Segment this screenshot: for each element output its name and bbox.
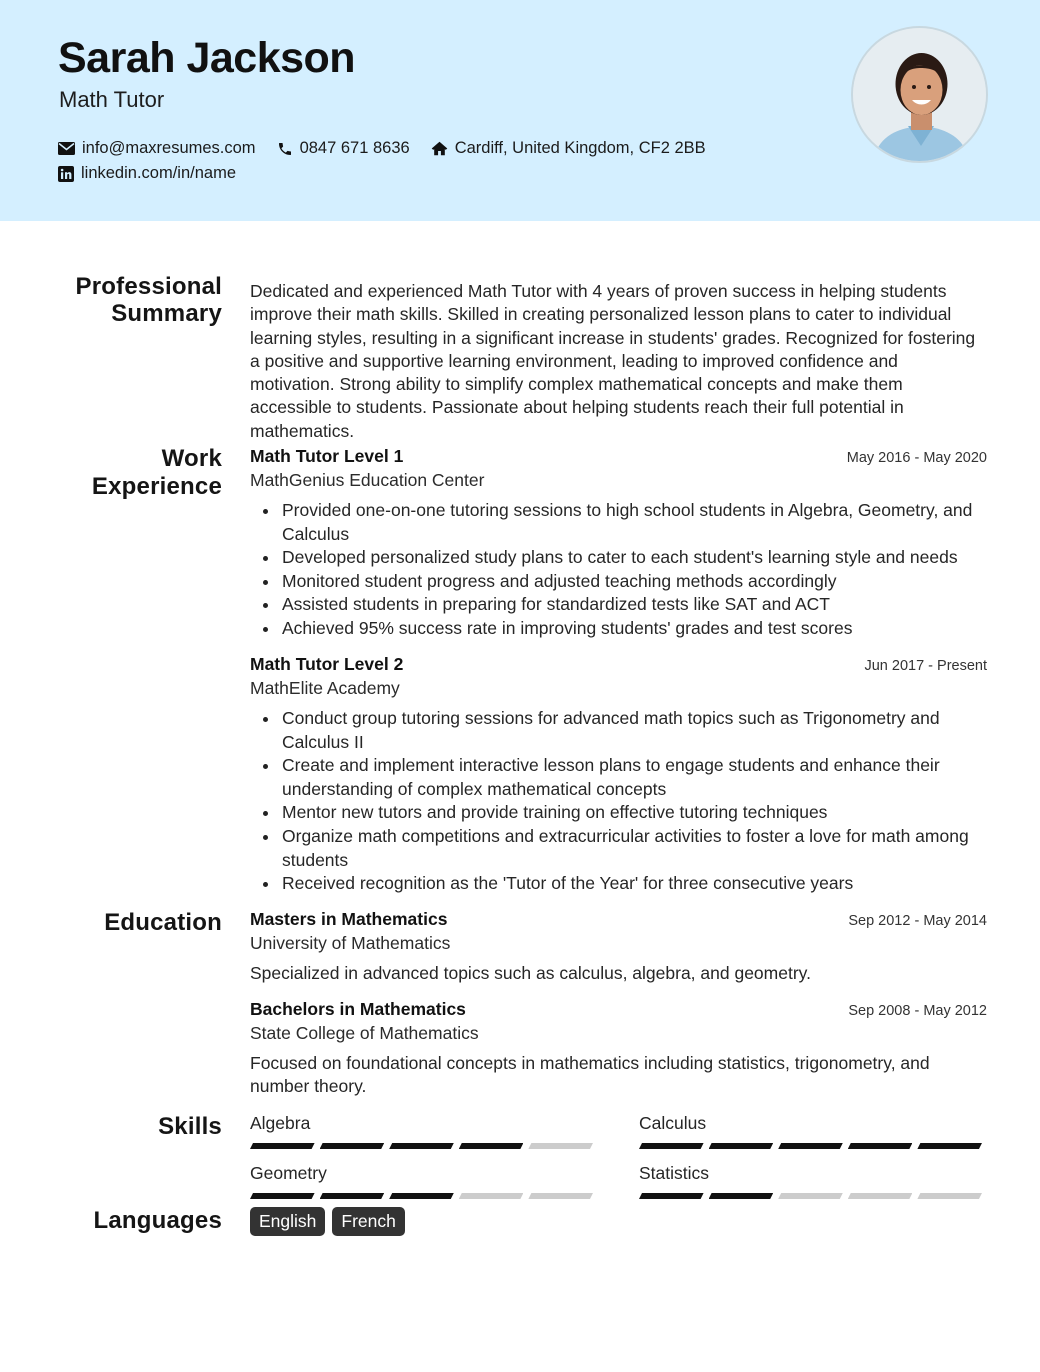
skill-segment-filled <box>848 1143 913 1149</box>
skill-name: Statistics <box>639 1163 710 1183</box>
contact-phone[interactable] <box>277 139 410 158</box>
bullet-item: Provided one-on-one tutoring sessions to high school students in Algebra, Geometry, and Calculus <box>250 499 987 546</box>
skill-segment-filled <box>459 1143 524 1149</box>
skill-segment-filled <box>389 1143 454 1149</box>
bullet-item: Monitored student progress and adjusted teaching methods accordingly <box>250 570 987 594</box>
section-title-summary <box>22 273 222 327</box>
profile-photo <box>851 26 988 163</box>
job-organization: MathGenius Education Center <box>250 470 485 490</box>
bullet-item: Organize math competitions and extracurricular activities to foster a love for math among students <box>250 825 987 872</box>
summary-title-line2: Summary <box>111 300 222 327</box>
skill-name: Algebra <box>250 1113 311 1133</box>
skill-level-bar <box>639 1143 987 1149</box>
linkedin-icon <box>58 166 74 182</box>
skill-level-bar <box>250 1193 598 1199</box>
skill-segment-empty <box>778 1193 843 1199</box>
skill-name: Geometry <box>250 1163 327 1183</box>
contact-row-2 <box>58 164 257 183</box>
skill-segment-empty <box>528 1193 593 1199</box>
skill-item <box>250 1163 598 1199</box>
job-bullets <box>250 499 987 641</box>
language-tag: English <box>250 1207 325 1236</box>
bullet-item: Assisted students in preparing for standardized tests like SAT and ACT <box>250 593 987 617</box>
skill-segment-filled <box>639 1143 704 1149</box>
skill-segment-filled <box>320 1143 385 1149</box>
skill-item <box>250 1113 598 1149</box>
contact-row <box>58 139 727 158</box>
linkedin-text: linkedin.com/in/name <box>81 164 236 182</box>
education-dates: Sep 2008 - May 2012 <box>848 1003 987 1019</box>
contact-email[interactable] <box>58 139 256 158</box>
envelope-icon <box>58 142 75 155</box>
experience-title-line1: Work <box>161 445 222 472</box>
education-entry <box>250 909 987 985</box>
skill-item <box>639 1163 987 1199</box>
skill-segment-empty <box>459 1193 524 1199</box>
experience-title-line2: Experience <box>91 473 222 500</box>
bullet-item: Create and implement interactive lesson plans to engage students and enhance their understanding of complex mathematical concepts <box>250 754 987 801</box>
bullet-item: Conduct group tutoring sessions for advanced math topics such as Trigonometry and Calculus II <box>250 707 987 754</box>
skill-segment-empty <box>917 1193 982 1199</box>
job-dates: Jun 2017 - Present <box>864 658 987 674</box>
skill-segment-filled <box>389 1193 454 1199</box>
bullet-item: Developed personalized study plans to cater to each student's learning style and needs <box>250 546 987 570</box>
skill-segment-filled <box>320 1193 385 1199</box>
job-entry <box>250 446 987 641</box>
section-title-skills: Skills <box>158 1113 222 1140</box>
job-dates: May 2016 - May 2020 <box>846 450 987 466</box>
home-icon <box>431 141 448 156</box>
resume-header <box>0 0 1040 221</box>
bullet-item: Received recognition as the 'Tutor of the Year' for three consecutive years <box>250 872 987 896</box>
language-tag: French <box>332 1207 404 1236</box>
skill-segment-filled <box>917 1143 982 1149</box>
phone-icon <box>277 141 293 157</box>
summary-title-line1: Professional <box>75 273 222 300</box>
job-entry <box>250 654 987 896</box>
section-title-education: Education <box>104 909 222 936</box>
location-text: Cardiff, United Kingdom, CF2 2BB <box>454 139 706 157</box>
skill-segment-filled <box>778 1143 843 1149</box>
skill-segment-filled <box>639 1193 704 1199</box>
email-text: info@maxresumes.com <box>82 139 256 157</box>
skill-item <box>639 1113 987 1149</box>
section-title-languages: Languages <box>93 1207 222 1234</box>
skill-segment-filled <box>250 1193 315 1199</box>
skill-name: Calculus <box>639 1113 707 1133</box>
skill-level-bar <box>250 1143 598 1149</box>
skill-level-bar <box>639 1193 987 1199</box>
section-title-experience <box>22 445 222 501</box>
education-description: Specialized in advanced topics such as calculus, algebra, and geometry. <box>250 963 811 983</box>
degree-title: Bachelors in Mathematics <box>250 999 466 1019</box>
language-tags <box>250 1207 412 1236</box>
skill-segment-filled <box>709 1143 774 1149</box>
contact-location <box>431 139 706 158</box>
degree-title: Masters in Mathematics <box>250 909 448 929</box>
skill-segment-filled <box>250 1143 315 1149</box>
school-name: State College of Mathematics <box>250 1023 479 1043</box>
education-entry <box>250 999 987 1099</box>
summary-text: Dedicated and experienced Math Tutor with 4 years of proven success in helping students improve their math skills. Skilled in creating personalized lesson plans to cater to individual learning styles, resulting in a significant increase in students' grades. Recognized for fostering a positive and supportive learning environment, leading to improved confidence and motivation. Strong ability to simplify complex mathematical concepts and make them accessible to students. Passionate about helping students reach their full potential in mathematics. <box>250 281 976 441</box>
job-organization: MathElite Academy <box>250 678 400 698</box>
bullet-item: Achieved 95% success rate in improving students' grades and test scores <box>250 617 987 641</box>
job-bullets <box>250 707 987 896</box>
job-title: Math Tutor Level 2 <box>250 654 404 674</box>
skill-segment-empty <box>528 1143 593 1149</box>
job-title: Math Tutor Level 1 <box>250 446 404 466</box>
bullet-item: Mentor new tutors and provide training on effective tutoring techniques <box>250 801 987 825</box>
contact-linkedin[interactable] <box>58 164 236 183</box>
candidate-role: Math Tutor <box>59 87 165 112</box>
candidate-name: Sarah Jackson <box>58 34 356 82</box>
school-name: University of Mathematics <box>250 933 451 953</box>
skill-segment-filled <box>709 1193 774 1199</box>
phone-text: 0847 671 8636 <box>299 139 410 157</box>
education-description: Focused on foundational concepts in mathematics including statistics, trigonometry, and number theory. <box>250 1053 930 1097</box>
skill-segment-empty <box>848 1193 913 1199</box>
education-dates: Sep 2012 - May 2014 <box>848 913 987 929</box>
